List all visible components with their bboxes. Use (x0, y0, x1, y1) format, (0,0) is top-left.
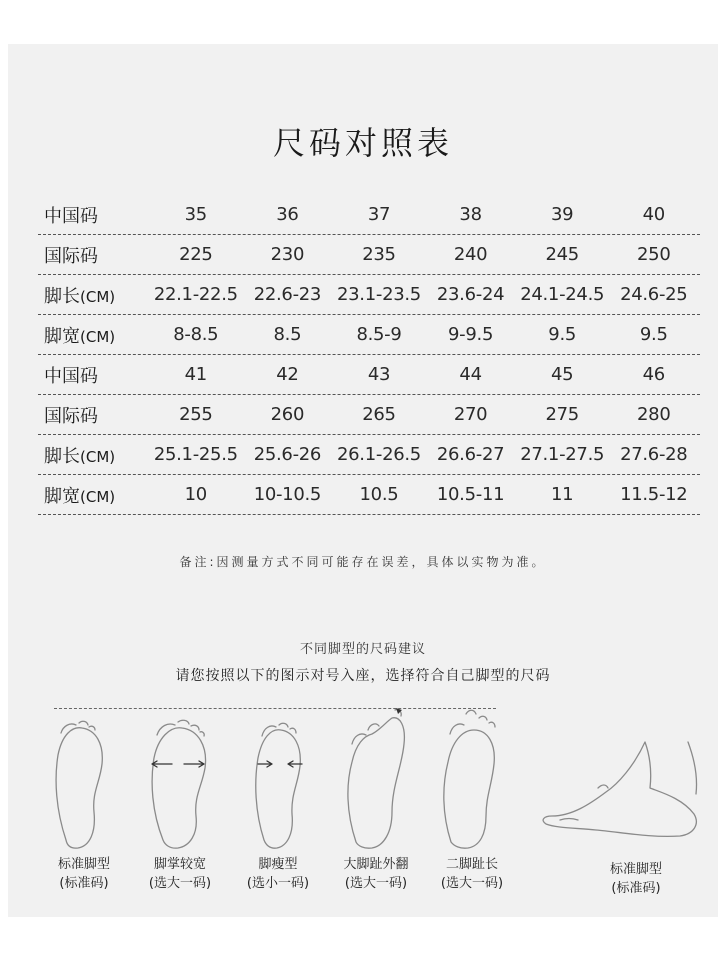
row-header (38, 402, 150, 428)
table-cell: 10.5-11 (436, 484, 505, 505)
table-row (38, 195, 700, 235)
table-cell: 8-8.5 (173, 324, 219, 345)
table-cell: 22.1-22.5 (153, 284, 238, 305)
row-label: 脚宽 (44, 485, 80, 507)
table-cell: 38 (459, 204, 482, 225)
row-label: 中国码 (44, 365, 98, 387)
table-cell: 42 (276, 364, 299, 385)
table-cell: 280 (637, 404, 671, 425)
foot-type-advice: (选大一码) (148, 876, 212, 891)
table-cell: 225 (179, 244, 213, 265)
table-cell: 23.1-23.5 (337, 284, 421, 305)
table-cell: 10 (184, 484, 207, 505)
table-row (38, 435, 700, 475)
table-cell: 24.1-24.5 (520, 284, 605, 305)
table-cell: 240 (453, 244, 488, 265)
table-cell: 46 (642, 364, 665, 385)
foot-type-advice: (选大一码) (344, 876, 408, 891)
table-cell: 37 (367, 204, 391, 225)
row-header (38, 442, 150, 468)
row-unit: (CM) (80, 327, 116, 346)
foot-type-name: 标准脚型 (609, 862, 662, 877)
guide-title: 不同脚型的尺码建议 (299, 642, 426, 657)
table-cell: 260 (270, 404, 305, 425)
table-cell: 35 (184, 204, 207, 225)
table-cell: 235 (362, 244, 396, 265)
row-header (38, 322, 150, 348)
table-cell: 41 (184, 364, 207, 385)
row-label: 国际码 (44, 405, 98, 427)
table-row (38, 235, 700, 275)
table-cell: 10.5 (359, 484, 399, 505)
table-cell: 44 (459, 364, 482, 385)
table-cell: 250 (637, 244, 671, 265)
table-cell: 9-9.5 (448, 324, 494, 345)
foot-type-name: 脚瘦型 (258, 857, 298, 872)
table-cell: 23.6-24 (436, 284, 505, 305)
table-cell: 39 (551, 204, 574, 225)
table-cell: 25.6-26 (253, 444, 322, 465)
bunion-foot-icon (348, 709, 404, 848)
table-cell: 40 (642, 204, 665, 225)
table-cell: 22.6-23 (253, 284, 322, 305)
page-title: 尺码对照表 (272, 124, 453, 162)
row-unit: (CM) (80, 487, 116, 506)
row-header (38, 282, 150, 308)
foot-type-name: 标准脚型 (57, 857, 110, 872)
row-label: 国际码 (44, 245, 98, 267)
row-header (38, 202, 150, 228)
table-cell: 9.5 (639, 324, 668, 345)
table-row (38, 275, 700, 315)
row-unit: (CM) (80, 447, 116, 466)
table-cell: 9.5 (548, 324, 577, 345)
note-text: 备注:因测量方式不同可能存在误差，具体以实物为准。 (179, 555, 547, 569)
table-cell: 25.1-25.5 (153, 444, 238, 465)
row-label: 脚宽 (44, 325, 80, 347)
row-label: 脚长 (44, 445, 80, 467)
size-table (38, 195, 700, 515)
guide-subtitle: 请您按照以下的图示对号入座，选择符合自己脚型的尺码 (175, 668, 551, 684)
foot-type-advice: (标准码) (611, 881, 661, 896)
standard-foot-side-icon (543, 742, 696, 836)
row-label: 中国码 (44, 205, 98, 227)
row-header (38, 482, 150, 508)
foot-caption (412, 855, 532, 893)
table-cell: 265 (362, 404, 396, 425)
narrow-foot-icon (256, 723, 301, 848)
foot-type-name: 大脚趾外翻 (343, 857, 409, 872)
long-second-toe-foot-icon (444, 710, 495, 848)
table-cell: 11.5-12 (620, 484, 688, 505)
table-cell: 27.1-27.5 (520, 444, 605, 465)
table-cell: 230 (270, 244, 305, 265)
table-cell: 45 (551, 364, 574, 385)
table-cell: 275 (545, 404, 579, 425)
wide-foot-icon (152, 720, 205, 848)
table-cell: 26.6-27 (436, 444, 505, 465)
table-cell: 270 (453, 404, 488, 425)
table-row (38, 475, 700, 515)
table-row (38, 395, 700, 435)
foot-caption (576, 860, 696, 898)
table-cell: 26.1-26.5 (337, 444, 421, 465)
foot-type-name: 二脚趾长 (445, 857, 498, 872)
foot-type-advice: (选小一码) (246, 876, 310, 891)
table-cell: 8.5 (273, 324, 302, 345)
table-row (38, 315, 700, 355)
foot-type-advice: (选大一码) (440, 876, 504, 891)
table-row (38, 355, 700, 395)
table-cell: 43 (367, 364, 391, 385)
foot-type-advice: (标准码) (59, 876, 109, 891)
table-cell: 255 (179, 404, 213, 425)
table-cell: 245 (545, 244, 579, 265)
table-cell: 11 (551, 484, 574, 505)
foot-type-name: 脚掌较宽 (153, 857, 206, 872)
width-arrows (152, 761, 302, 767)
table-cell: 10-10.5 (253, 484, 322, 505)
row-header (38, 362, 150, 388)
row-unit: (CM) (80, 287, 116, 306)
table-cell: 36 (276, 204, 299, 225)
row-header (38, 242, 150, 268)
table-cell: 27.6-28 (620, 444, 688, 465)
row-label: 脚长 (44, 285, 80, 307)
standard-foot-icon (56, 721, 102, 848)
table-cell: 8.5-9 (356, 324, 402, 345)
table-cell: 24.6-25 (620, 284, 688, 305)
